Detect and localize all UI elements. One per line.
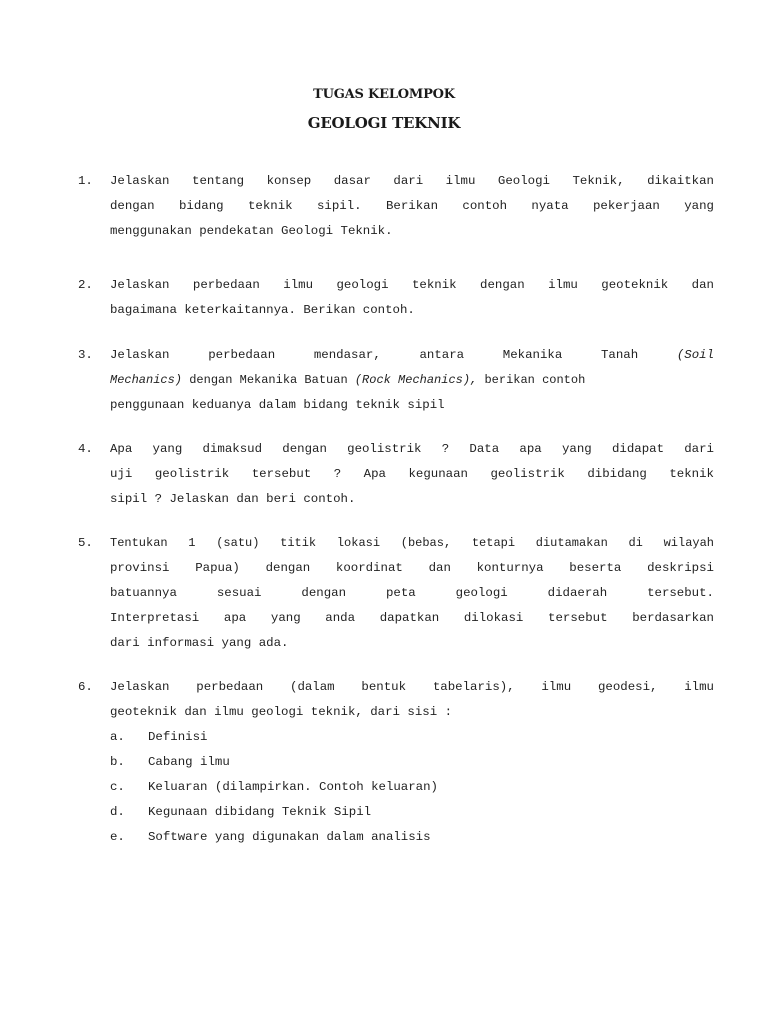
question-line: Tentukan 1 (satu) titik lokasi (bebas, tetapi diutamakan di wilayah	[110, 536, 714, 550]
question-line: bagaimana keterkaitannya. Berikan contoh.	[110, 303, 415, 317]
question-line	[110, 343, 714, 368]
question-line: sipil ? Jelaskan dan beri contoh.	[110, 492, 356, 506]
sub-item-label: e.	[110, 830, 125, 844]
question-number: 1.	[78, 174, 93, 188]
text-segment: dengan Mekanika Batuan	[182, 373, 355, 387]
word: perbedaan	[208, 348, 276, 362]
sub-item	[110, 775, 438, 800]
sub-item-label: a.	[110, 730, 125, 744]
sub-item-label: b.	[110, 755, 125, 769]
sub-item-text: Definisi	[148, 730, 208, 744]
question-line: penggunaan keduanya dalam bidang teknik sipil	[110, 398, 445, 412]
sub-item	[110, 825, 438, 850]
sub-item	[110, 800, 438, 825]
italic-term: Mechanics)	[110, 373, 183, 387]
sub-item-text: Kegunaan dibidang Teknik Sipil	[148, 805, 372, 819]
question-line: Jelaskan perbedaan (dalam bentuk tabelaris), ilmu geodesi, ilmu	[110, 680, 714, 694]
document-title: TUGAS KELOMPOK	[313, 87, 455, 102]
question-line: batuannya sesuai dengan peta geologi didaerah tersebut.	[110, 586, 714, 600]
document-subtitle: GEOLOGI TEKNIK	[307, 114, 461, 132]
question-line: Jelaskan perbedaan ilmu geologi teknik dengan ilmu geoteknik dan	[110, 278, 714, 292]
sub-item-text: Software yang digunakan dalam analisis	[148, 830, 431, 844]
question-number: 6.	[78, 680, 93, 694]
sub-item-list	[110, 725, 438, 850]
sub-item-text: Cabang ilmu	[148, 755, 230, 769]
question-line: dari informasi yang ada.	[110, 636, 289, 650]
question-line: Apa yang dimaksud dengan geolistrik ? Data apa yang didapat dari	[110, 442, 714, 456]
question-number: 3.	[78, 348, 93, 362]
question-line: Jelaskan tentang konsep dasar dari ilmu Geologi Teknik, dikaitkan	[110, 174, 714, 188]
question-number: 5.	[78, 536, 93, 550]
question-line: uji geolistrik tersebut ? Apa kegunaan geolistrik dibidang teknik	[110, 467, 714, 481]
question-line: dengan bidang teknik sipil. Berikan contoh nyata pekerjaan yang	[110, 199, 714, 213]
question-number: 4.	[78, 442, 93, 456]
question-line: menggunakan pendekatan Geologi Teknik.	[110, 224, 393, 238]
question-line: Interpretasi apa yang anda dapatkan dilokasi tersebut berdasarkan	[110, 611, 714, 625]
word: Mekanika	[502, 348, 563, 362]
question-line: geoteknik dan ilmu geologi teknik, dari sisi :	[110, 705, 453, 719]
question-line: provinsi Papua) dengan koordinat dan konturnya beserta deskripsi	[110, 561, 714, 575]
italic-term: (Rock Mechanics),	[354, 373, 478, 387]
text-segment: berikan contoh	[477, 373, 586, 387]
word: antara	[419, 348, 465, 362]
sub-item-text: Keluaran (dilampirkan. Contoh keluaran)	[148, 780, 438, 794]
word: Tanah	[600, 348, 639, 362]
sub-item	[110, 725, 438, 750]
italic-term: (Soil	[676, 348, 715, 362]
word: mendasar,	[313, 348, 381, 362]
question-number: 2.	[78, 278, 93, 292]
word: Jelaskan	[110, 348, 170, 362]
question-line	[110, 368, 714, 393]
sub-item-label: c.	[110, 780, 125, 794]
sub-item-label: d.	[110, 805, 125, 819]
sub-item	[110, 750, 438, 775]
